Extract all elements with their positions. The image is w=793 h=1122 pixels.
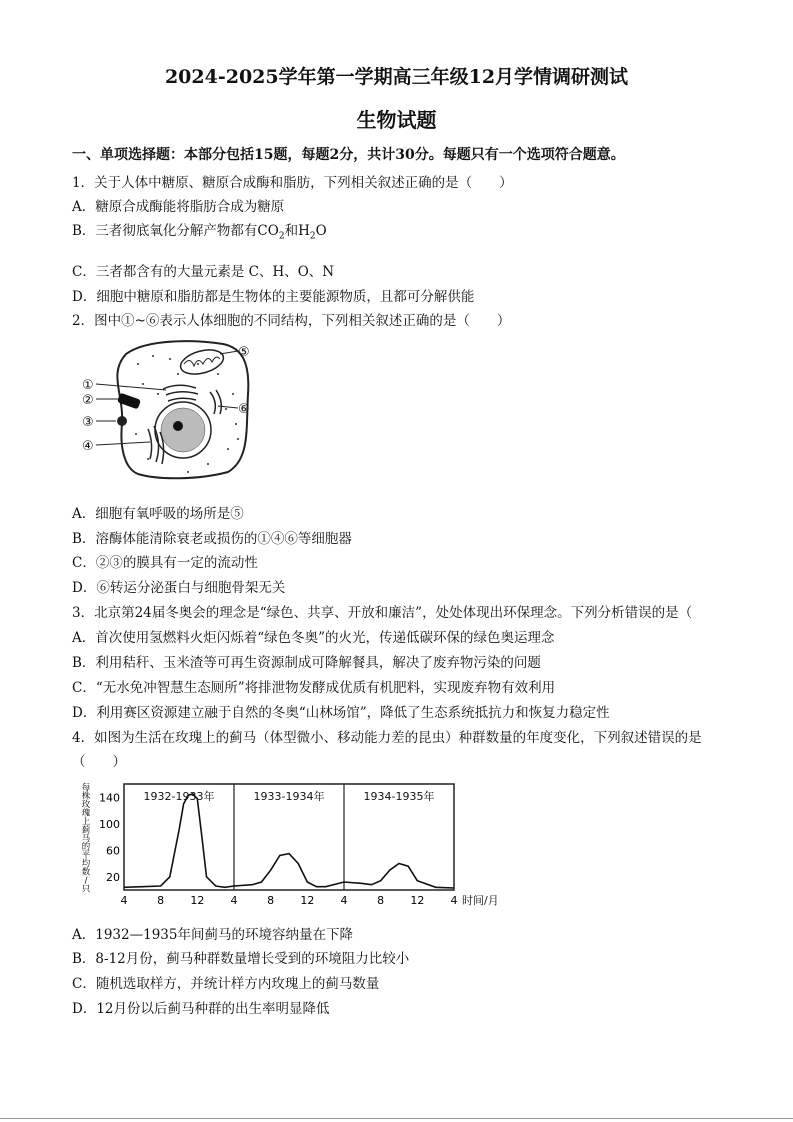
y-label-char: 玫 bbox=[81, 798, 91, 809]
q1-option-a: A．糖原合成酶能将脂肪合成为糖原 bbox=[72, 199, 285, 215]
label-6: ⑥ bbox=[238, 402, 250, 417]
x-tick-label: 8 bbox=[377, 894, 385, 907]
section-heading: 一、单项选择题：本部分包括15题，每题2分，共计30分。每题只有一个选项符合题意。 bbox=[72, 147, 625, 163]
y-label-char: 均 bbox=[81, 858, 91, 869]
q1-option-d: D．细胞中糖原和脂肪都是生物体的主要能源物质，且都可分解供能 bbox=[72, 289, 475, 305]
panel-label-3: 1934-1935年 bbox=[363, 790, 435, 803]
y-label-char: 上 bbox=[81, 815, 91, 826]
label-1: ① bbox=[82, 378, 94, 393]
y-tick-label: 100 bbox=[99, 817, 120, 831]
q4-option-a: A．1932—1935年间蓟马的环境容纳量在下降 bbox=[72, 927, 353, 943]
x-tick-label: 12 bbox=[300, 894, 315, 907]
y-label-char: 瑰 bbox=[81, 807, 91, 818]
y-label-char: / bbox=[84, 875, 88, 886]
x-tick-label: 12 bbox=[190, 894, 205, 907]
x-axis-label: 时间/月 bbox=[462, 894, 499, 907]
y-label-char: 蓟 bbox=[81, 824, 91, 835]
label-5: ⑤ bbox=[238, 345, 250, 360]
label-4: ④ bbox=[82, 439, 94, 454]
subject-title: 生物试题 bbox=[356, 108, 437, 132]
golgi-apparatus bbox=[163, 385, 198, 401]
secretory-vesicles bbox=[210, 390, 221, 414]
q3-option-b: B．利用秸秆、玉米渣等可再生资源制成可降解餐具，解决了废弃物污染的问题 bbox=[72, 655, 541, 671]
panel-label-1: 1932-1933年 bbox=[143, 790, 215, 803]
y-axis-label bbox=[82, 782, 91, 894]
q2-option-a: A．细胞有氧呼吸的场所是⑤ bbox=[72, 506, 244, 522]
q3-option-a: A．首次使用氢燃料火炬闪烁着“绿色冬奥”的火光，传递低碳环保的绿色奥运理念 bbox=[72, 630, 555, 646]
q4-stem: 4．如图为生活在玫瑰上的蓟马（体型微小、移动能力差的昆虫）种群数量的年度变化，下列叙述错误的是 bbox=[72, 730, 702, 746]
panel-label-2: 1933-1934年 bbox=[253, 790, 325, 803]
y-label-char: 株 bbox=[81, 790, 91, 801]
q1-option-b-text: B．三者彻底氧化分解产物都有 bbox=[72, 223, 258, 239]
q3-stem: 3．北京第24届冬奥会的理念是“绿色、共享、开放和廉洁”，处处体现出环保理念。下列分析错误的是（ bbox=[72, 605, 693, 621]
q1-option-c: C．三者都含有的大量元素是 C、H、O、N bbox=[72, 264, 335, 280]
h2o-formula: $H_2O$ bbox=[298, 223, 327, 242]
x-axis-ticks bbox=[121, 894, 458, 907]
q2-option-b: B．溶酶体能清除衰老或损伤的①④⑥等细胞器 bbox=[72, 531, 352, 547]
x-tick-label: 12 bbox=[410, 894, 425, 907]
q4-option-c: C．随机选取样方，并统计样方内玫瑰上的蓟马数量 bbox=[72, 976, 380, 992]
label-2: ② bbox=[82, 393, 94, 408]
q3-option-c: C．“无水免冲智慧生态厕所”将排泄物发酵成优质有机肥料，实现废弃物有效利用 bbox=[72, 680, 556, 696]
y-axis-ticks bbox=[99, 791, 120, 884]
y-label-char: 数 bbox=[81, 866, 91, 877]
page-bottom-rule bbox=[0, 1118, 793, 1119]
mitochondrion bbox=[178, 346, 226, 379]
q3-option-d: D．利用赛区资源建立融于自然的冬奥“山林场馆”，降低了生态系统抵抗力和恢复力稳定性 bbox=[72, 705, 610, 721]
x-tick-label: 4 bbox=[450, 894, 458, 907]
x-tick-label: 8 bbox=[157, 894, 165, 907]
label-3: ③ bbox=[82, 415, 94, 430]
q2-stem: 2．图中①~⑥表示人体细胞的不同结构，下列相关叙述正确的是（ ） bbox=[72, 313, 511, 329]
co2-formula: $CO_2$ bbox=[257, 223, 285, 242]
x-tick-label: 4 bbox=[230, 894, 238, 907]
y-label-char: 只 bbox=[81, 883, 91, 894]
q2-option-d: D．⑥转运分泌蛋白与细胞骨架无关 bbox=[72, 580, 286, 596]
x-tick-label: 8 bbox=[267, 894, 275, 907]
exam-title: 2024-2025学年第一学期高三年级12月学情调研测试 bbox=[164, 66, 629, 88]
q4-option-b: B．8-12月份，蓟马种群数量增长受到的环境阻力比较小 bbox=[72, 951, 410, 967]
x-tick-label: 4 bbox=[340, 894, 348, 907]
cell-diagram bbox=[78, 334, 268, 484]
q4-stem-continued: （ ） bbox=[72, 754, 126, 770]
y-label-char: 的 bbox=[81, 841, 91, 852]
lysosome bbox=[117, 416, 127, 426]
y-tick-label: 60 bbox=[106, 844, 120, 858]
q4-option-d: D．12月份以后蓟马种群的出生率明显降低 bbox=[72, 1001, 330, 1017]
q1-stem: 1．关于人体中糖原、糖原合成酶和脂肪，下列相关叙述正确的是（ ） bbox=[72, 175, 513, 191]
y-label-char: 每 bbox=[81, 782, 91, 792]
y-label-char: 平 bbox=[81, 849, 91, 860]
population-line bbox=[124, 794, 454, 888]
x-tick-label: 4 bbox=[120, 894, 128, 907]
y-tick-label: 20 bbox=[106, 870, 120, 884]
q1-option-b: B．三者彻底氧化分解产物都有$CO_2$和$H_2O$ bbox=[72, 223, 327, 242]
thrips-population-chart bbox=[74, 778, 534, 910]
y-tick-label: 140 bbox=[99, 791, 120, 805]
y-label-char: 马 bbox=[81, 832, 91, 843]
q2-option-c: C．②③的膜具有一定的流动性 bbox=[72, 555, 258, 571]
